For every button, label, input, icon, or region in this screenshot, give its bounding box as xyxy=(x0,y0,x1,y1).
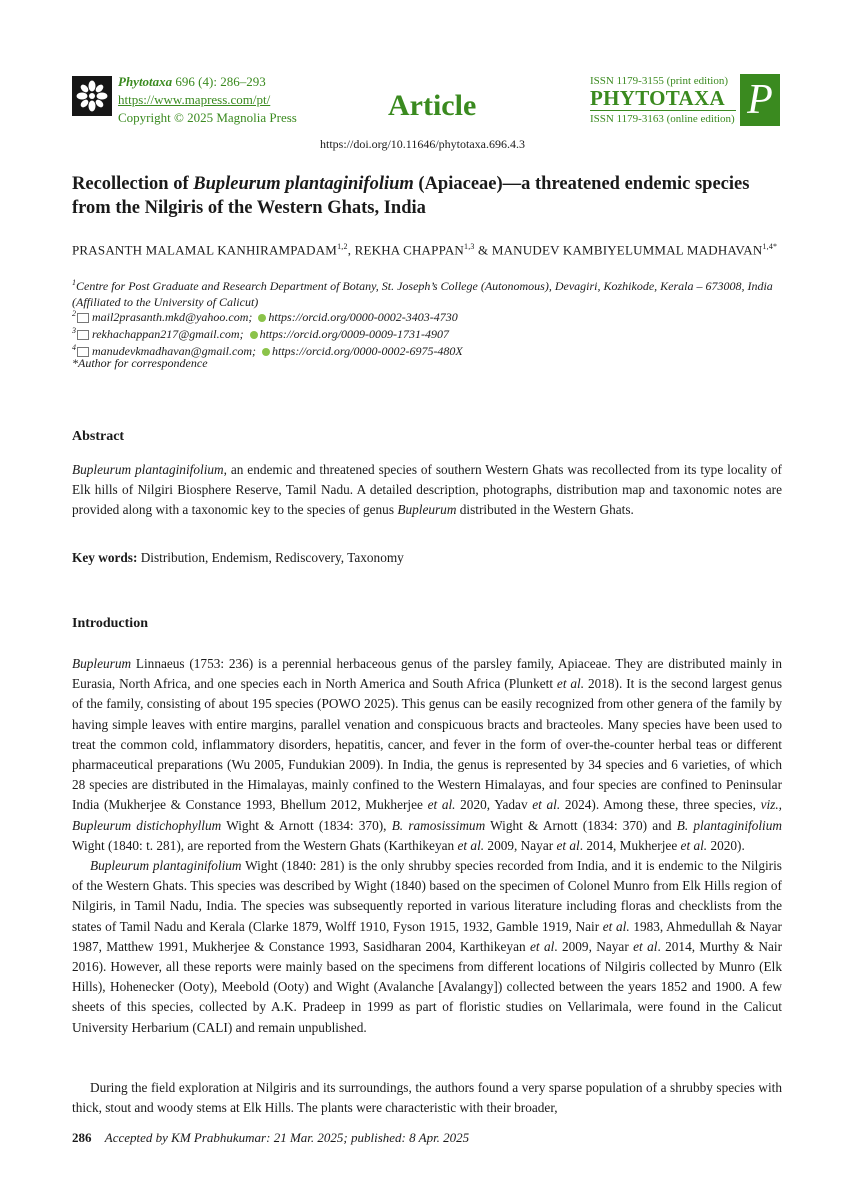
text-run: 2020, Yadav xyxy=(455,797,533,813)
italic-run: et al xyxy=(529,938,555,954)
issn-online: ISSN 1179-3163 (online edition) xyxy=(590,113,735,125)
keywords xyxy=(72,548,782,568)
orcid-link[interactable]: https://orcid.org/0009-0009-1731-4907 xyxy=(259,327,450,341)
italic-run: et al. xyxy=(457,837,485,853)
italic-run: Bupleurum xyxy=(72,656,132,671)
author-name: PRASANTH MALAMAL KANHIRAMPADAM xyxy=(72,242,338,258)
journal-url-link[interactable]: https://www.mapress.com/pt/ xyxy=(118,92,271,107)
affiliation xyxy=(72,275,782,310)
text-run: . 2014, Mukherjee xyxy=(579,837,681,853)
acceptance-note: Accepted by KM Prabhukumar: 21 Mar. 2025; published: 8 Apr. 2025 xyxy=(104,1130,470,1145)
contact-mark: 4 xyxy=(72,343,76,352)
intro-paragraph-1 xyxy=(72,654,782,856)
text-run: 1983, Ahmedullah & Nayar 1987, Matthew 1991, Mukherjee & Constance 1993, Sasidharan 2004, Karthikeyan xyxy=(72,918,782,954)
wordmark-divider xyxy=(590,110,736,111)
author-name: MANUDEV KAMBIYELUMMAL MADHAVAN xyxy=(491,242,763,258)
email-link[interactable]: manudevkmadhavan@gmail.com; xyxy=(92,344,256,358)
phytotaxa-wordmark: PHYTOTAXA xyxy=(590,86,725,110)
author-list xyxy=(72,238,782,259)
flower-icon xyxy=(72,76,112,116)
title-part: Recollection of xyxy=(72,174,194,194)
italic-run: B. plantaginifolium xyxy=(676,817,783,833)
intro-paragraph-2 xyxy=(72,856,782,1038)
orcid-icon xyxy=(258,314,266,322)
italic-run: et al. xyxy=(556,676,585,692)
intro-paragraph-3: During the field exploration at Nilgiris and its surroundings, the authors found a very sparse population of a shrubby species with thick, stout and woody stems at Elk Hills. The plants were characteristic with their broader, xyxy=(72,1080,782,1116)
journal-citation xyxy=(118,74,266,90)
italic-run: et al. xyxy=(427,797,456,813)
text-run: Wight (1840: t. 281), are reported from the Western Ghats (Karthikeyan xyxy=(72,837,458,853)
email-icon xyxy=(77,330,89,340)
magnolia-press-logo xyxy=(72,76,112,116)
affiliation-text: Centre for Post Graduate and Research Department of Botany, St. Joseph’s College (Autonomous), Devagiri, Kozhikode, Kerala – 673008, India (Affiliated to the University of Calicut) xyxy=(72,279,773,309)
orcid-icon xyxy=(262,348,270,356)
title-part: (Apiaceae)—a threatened endemic species from the Nilgiris of the Western Ghats, India xyxy=(72,174,750,218)
email-icon xyxy=(77,313,89,323)
text-run: . 2014, Murthy & Nair 2016). However, all these reports were mainly based on the specimens from different locations of Nilgiris collected by Munro (Elk Hills), Hohenecker (Ooty), Meebold (Ooty) and Wight (Avalanche [Avalangy]) collected between the years 1852 and 1900. A few sheets of this species, collected by A.K. Pradeep in 1999 as part of floristic studies on Vellarimala, were found in the Calicut University Herbarium (CALI) and remain unpublished. xyxy=(72,938,783,1035)
keywords-text: Distribution, Endemism, Rediscovery, Taxonomy xyxy=(137,550,404,565)
italic-run: et al xyxy=(633,938,658,954)
text-run: Wight & Arnott (1834: 370), xyxy=(221,817,392,833)
italic-run: B. ramosissimum xyxy=(391,817,486,833)
issn-print: ISSN 1179-3155 (print edition) xyxy=(590,75,728,87)
italic-run: et al. xyxy=(680,837,708,853)
italic-run: Bupleurum plantaginifolium xyxy=(90,858,242,873)
author-separator: , xyxy=(347,242,355,258)
italic-run: et al. xyxy=(532,797,561,813)
author-affiliation-mark: 1,4* xyxy=(762,242,778,251)
italic-run: viz., Bupleurum distichophyllum xyxy=(72,797,782,833)
text-run: 2009, Nayar xyxy=(484,837,557,853)
abstract-species: Bupleurum plantaginifolium xyxy=(72,462,224,477)
email-link[interactable]: rekhachappan217@gmail.com; xyxy=(92,327,244,341)
text-run: Wight (1840: 281) is the only shrubby species recorded from India, and it is endemic to the Nilgiris of the Western Ghats. This species was described by Wight (1840) based on the specimen of Colonel Munro from Elk Hills region of Nilgiris, in Tamil Nadu, India. The species was subsequently reported in various literature including floras and checklists from the states of Tamil Nadu and Kerala (Clarke 1879, Wolff 1910, Fyson 1915, 1932, Gamble 1919, Nair xyxy=(72,858,782,934)
contact-mark: 2 xyxy=(72,309,76,318)
text-run: 2020). xyxy=(707,837,745,853)
text-run: Linnaeus (1753: 236) is a perennial herbaceous genus of the parsley family, Apiaceae. They are distributed mainly in Eurasia, North Africa, and one species each in North America and South Africa (Plunkett xyxy=(72,656,782,692)
author-name: REKHA CHAPPAN xyxy=(354,242,464,258)
correspondence-note: *Author for correspondence xyxy=(72,356,208,370)
text-run: 2018). It is the second largest genus of the family, consisting of about 195 species (POWO 2025). This genus can be easily recognized from other genera of the family by having simple leaves with entire margins, parallel venation and conspicuous bracts and bracteoles. Many species have been used to treat the common cold, inflammatory disorders, hepatitis, cancer, and fever in the form of over-the-counter herbal teas or different pharmaceutical preparations (Wu 2005, Fundukian 2009). In India, the genus is represented by 34 species and 6 varieties, of which 28 species are distributed in the Himalayas, mainly confined to the Western Himalayas, and four species are confined to Peninsular India (Mukherjee & Constance 1993, Bhellum 2012, Mukherjee xyxy=(72,676,783,813)
copyright-text: Copyright © 2025 Magnolia Press xyxy=(118,110,297,125)
introduction-heading: Introduction xyxy=(72,616,148,631)
journal-name: Phytotaxa xyxy=(118,74,173,89)
orcid-icon xyxy=(250,331,258,339)
journal-issue: 696 (4): 286–293 xyxy=(175,74,266,89)
title-species: Bupleurum plantaginifolium xyxy=(193,174,414,194)
abstract-heading: Abstract xyxy=(72,429,125,444)
phytotaxa-logo-icon: P xyxy=(740,74,780,126)
text-run: 2024). Among these, three species, xyxy=(560,797,761,813)
contact-mark: 3 xyxy=(72,326,76,335)
article-type-label: Article xyxy=(388,89,477,122)
keywords-label: Key words: xyxy=(72,550,138,565)
author-separator: & xyxy=(474,242,492,258)
abstract-body: , an endemic and threatened species of southern Western Ghats was recollected from its type locality of Elk hills of Nilgiri Biosphere Reserve, Tamil Nadu. A detailed description, photographs, distribution map and taxonomic notes are provided along with a taxonomic key to the species of genus xyxy=(72,462,782,518)
orcid-link[interactable]: https://orcid.org/0000-0002-6975-480X xyxy=(272,344,463,358)
email-link[interactable]: mail2prasanth.mkd@yahoo.com; xyxy=(92,310,253,324)
page-number: 286 xyxy=(72,1130,92,1145)
italic-run: et al. xyxy=(602,918,630,934)
text-run: . 2009, Nayar xyxy=(554,938,634,954)
article-title xyxy=(72,172,782,220)
orcid-link[interactable]: https://orcid.org/0000-0002-3403-4730 xyxy=(268,310,458,324)
page-footer xyxy=(72,1130,469,1146)
doi-link[interactable]: https://doi.org/10.11646/phytotaxa.696.4.3 xyxy=(320,137,525,151)
author-affiliation-mark: 1,2 xyxy=(337,242,348,251)
abstract-text xyxy=(72,460,782,521)
italic-run: et al xyxy=(556,837,580,853)
abstract-genus: Bupleurum xyxy=(397,502,457,518)
affiliation-mark: 1 xyxy=(72,278,76,287)
abstract-body: distributed in the Western Ghats. xyxy=(456,502,634,518)
text-run: Wight & Arnott (1834: 370) and xyxy=(485,817,677,833)
author-affiliation-mark: 1,3 xyxy=(464,242,475,251)
